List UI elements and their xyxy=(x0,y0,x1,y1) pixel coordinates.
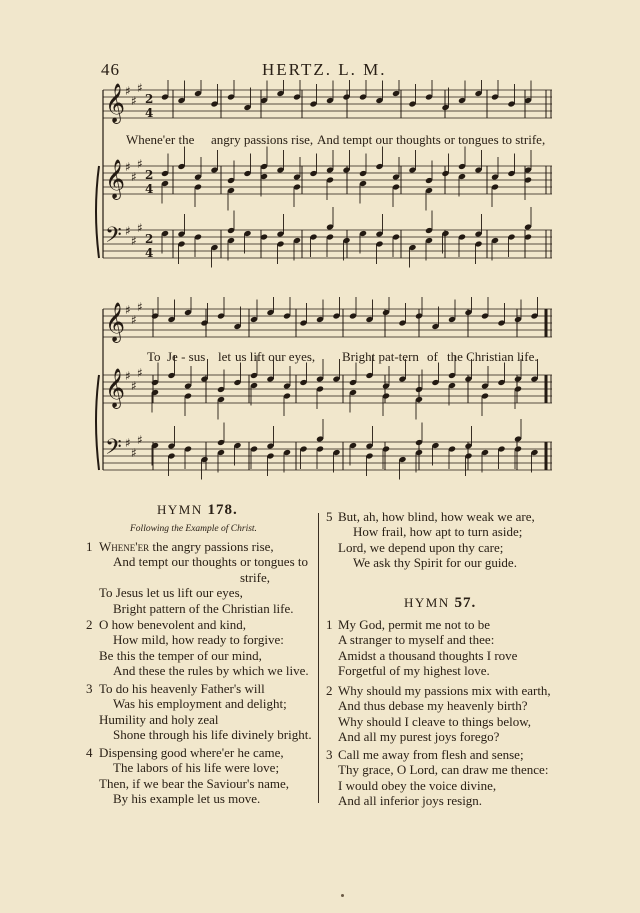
stanza-line: And all my purest joys forego? xyxy=(338,729,500,745)
score-system-2 xyxy=(95,297,555,497)
sharp-sign: ♯ xyxy=(131,170,137,184)
stanza-number: 1 xyxy=(86,539,93,554)
treble-clef: 𝄞 xyxy=(105,302,126,342)
bass-clef: 𝄢 xyxy=(105,435,122,465)
stanza-number: 1 xyxy=(326,617,333,632)
lyric-fragment: the Christian life. xyxy=(447,349,538,364)
music-system-2 xyxy=(95,297,555,497)
hymn-number: 178. xyxy=(207,502,238,518)
hymn-heading-178 xyxy=(157,502,238,519)
bass-clef: 𝄢 xyxy=(105,223,122,253)
stanza-line: Why should I cleave to things below, xyxy=(338,713,532,729)
sharp-sign: ♯ xyxy=(137,300,143,314)
stanza-line: Dispensing good where'er he came, xyxy=(99,745,284,760)
stanza-r3 xyxy=(326,747,548,809)
stanza-3 xyxy=(86,681,312,743)
sharp-sign: ♯ xyxy=(137,366,143,380)
stanza-line: A stranger to myself and thee: xyxy=(338,632,495,648)
sharp-sign: ♯ xyxy=(137,433,143,447)
stanza-line: Was his employment and delight; xyxy=(113,696,287,712)
sharp-sign: ♯ xyxy=(137,81,143,95)
page-number: 46 xyxy=(101,60,120,79)
lyric-fragment: Bright pat-tern xyxy=(342,349,419,364)
sharp-sign: ♯ xyxy=(131,234,137,248)
stanza-number: 3 xyxy=(326,747,333,762)
stanza-line: My God, permit me not to be xyxy=(338,617,491,632)
stanza-line: Thy grace, O Lord, can draw me thence: xyxy=(338,762,549,778)
hymn-label: HYMN xyxy=(404,595,450,610)
time-signature-top: 2 xyxy=(145,232,154,246)
lyric-fragment: us lift our eyes, xyxy=(235,349,316,364)
stanza-line: By his example let us move. xyxy=(113,791,261,807)
stanza-line: Call me away from flesh and sense; xyxy=(338,747,524,762)
sharp-sign: ♯ xyxy=(125,303,131,317)
stanza-1 xyxy=(86,539,308,616)
stanza-number: 2 xyxy=(86,617,93,632)
grand-staff-brace xyxy=(96,375,99,470)
stanza-line: strife, xyxy=(240,569,270,585)
stanza-line: To Jesus let us lift our eyes, xyxy=(99,585,243,601)
sharp-sign: ♯ xyxy=(125,84,131,98)
time-signature-bottom: 4 xyxy=(145,106,154,120)
stanza-number: 4 xyxy=(86,745,93,760)
lyric-fragment: let xyxy=(218,349,231,364)
stanza-line: We ask thy Spirit for our guide. xyxy=(353,555,517,571)
hymn-subtitle: Following the Example of Christ. xyxy=(130,524,257,534)
treble-clef: 𝄞 xyxy=(105,368,126,408)
hymn-label: HYMN xyxy=(157,502,203,517)
stanza-first-word: Whene'er xyxy=(99,539,150,554)
stanza-line: O how benevolent and kind, xyxy=(99,617,246,632)
sharp-sign: ♯ xyxy=(137,221,143,235)
time-signature-top: 2 xyxy=(145,92,154,106)
stanza-r2 xyxy=(326,683,551,745)
sharp-sign: ♯ xyxy=(125,436,131,450)
treble-clef: 𝄞 xyxy=(105,83,126,123)
stanza-line: Humility and holy zeal xyxy=(99,711,219,727)
stanza-line: Be this the temper of our mind, xyxy=(99,647,262,663)
stanza-line: And these the rules by which we live. xyxy=(113,663,309,679)
column-divider xyxy=(318,513,319,803)
grand-staff-brace xyxy=(96,166,99,258)
time-signature-bottom: 4 xyxy=(145,246,154,260)
paper-speck xyxy=(341,894,344,897)
stanza-number: 3 xyxy=(86,681,93,696)
stanza-number: 2 xyxy=(326,683,333,698)
time-signature-top: 2 xyxy=(145,168,154,182)
stanza-line: And all inferior joys resign. xyxy=(338,793,483,809)
stanza-line xyxy=(86,539,308,554)
sharp-sign: ♯ xyxy=(125,160,131,174)
lyric-fragment: Whene'er the xyxy=(126,132,195,147)
stanza-line: To do his heavenly Father's will xyxy=(99,681,265,696)
score-system-1 xyxy=(95,80,555,280)
stanza-line: And thus debase my heavenly birth? xyxy=(338,698,528,714)
stanza-line: Forgetful of my highest love. xyxy=(338,663,490,679)
lyric-fragment: And tempt our thoughts or tongues to strife, xyxy=(317,132,546,147)
stanza-line: And tempt our thoughts or tongues to xyxy=(113,554,308,570)
stanza-line: Why should my passions mix with earth, xyxy=(338,683,551,698)
stanza-line: How mild, how ready to forgive: xyxy=(113,632,284,648)
stanza-line: Lord, we depend upon thy care; xyxy=(338,539,504,555)
time-signature-bottom: 4 xyxy=(145,182,154,196)
stanza-number: 5 xyxy=(326,509,333,524)
music-system-1 xyxy=(95,80,555,280)
tune-title: HERTZ. L. M. xyxy=(262,60,387,79)
stanza-line: But, ah, how blind, how weak we are, xyxy=(338,509,535,524)
stanza-5 xyxy=(326,509,535,571)
stanza-line-rest: the angry passions rise, xyxy=(149,539,274,554)
sharp-sign: ♯ xyxy=(131,313,137,327)
hymn-heading-57 xyxy=(404,595,476,612)
stanza-line: The labors of his life were love; xyxy=(113,760,280,776)
sharp-sign: ♯ xyxy=(131,379,137,393)
stanza-4 xyxy=(86,745,289,807)
lyric-fragment: To xyxy=(147,349,161,364)
stanza-line: How frail, how apt to turn aside; xyxy=(353,524,523,540)
treble-clef: 𝄞 xyxy=(105,159,126,199)
stanza-line: Amidst a thousand thoughts I rove xyxy=(338,647,518,663)
hymn-number: 57. xyxy=(454,595,477,611)
stanza-line: Bright pattern of the Christian life. xyxy=(113,600,294,616)
sharp-sign: ♯ xyxy=(131,94,137,108)
lyric-fragment: Je - sus xyxy=(167,349,206,364)
sharp-sign: ♯ xyxy=(137,157,143,171)
stanza-line: Shone through his life divinely bright. xyxy=(113,727,312,743)
sharp-sign: ♯ xyxy=(125,224,131,238)
lyric-fragment: angry passions rise, xyxy=(211,132,314,147)
lyric-fragment: of xyxy=(427,349,438,364)
stanza-line: I would obey the voice divine, xyxy=(338,777,497,793)
sharp-sign: ♯ xyxy=(125,369,131,383)
stanza-2 xyxy=(86,617,309,679)
stanza-line: Then, if we bear the Saviour's name, xyxy=(99,775,290,791)
stanza-r1 xyxy=(326,617,517,679)
sharp-sign: ♯ xyxy=(131,446,137,460)
